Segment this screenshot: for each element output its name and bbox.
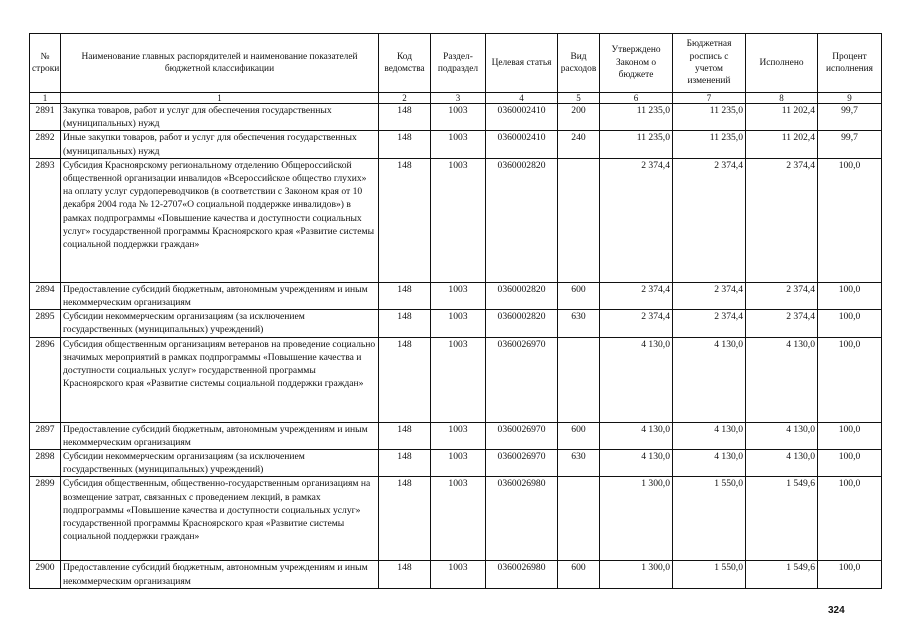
cell-budget-list: 1 550,0 [673,561,746,588]
cell-percent: 99,7 [818,104,882,131]
cell-name: Субсидия Красноярскому региональному отделению Общероссийской общественной организации инвалидов «Всероссийское общество глухих» на оплату услуг сурдопереводчиков (в соответствии с Законом края от 10 декабря 2004 года № 12-2707«О социальной поддержке инвалидов») в рамках подпрограммы «Повышение качества и доступности социальных услуг» государственной программы Красноярского края «Развитие системы социальной поддержки граждан» [61,158,379,282]
cell-approved: 2 374,4 [600,282,673,309]
cell-row-number: 2894 [30,282,61,309]
cell-dept-code: 148 [379,422,431,449]
cell-approved: 11 235,0 [600,104,673,131]
cell-section: 1003 [431,310,486,337]
table-row [30,282,882,309]
col-header-expense-type: Вид расходов [558,34,600,93]
cell-target-article: 0360026970 [486,450,558,477]
cell-name: Субсидия общественным, общественно-государственным организациям на возмещение затрат, связанных с проведением лекций, в рамках подпрограммы «Повышение качества и доступности социальных услуг» государственной программы Красноярского края «Развитие системы социальной поддержки граждан» [61,477,379,561]
table-row [30,450,882,477]
cell-approved: 2 374,4 [600,310,673,337]
cell-dept-code: 148 [379,104,431,131]
cell-executed: 11 202,4 [746,104,818,131]
table-row [30,310,882,337]
column-number: 7 [673,93,746,104]
cell-name: Субсидии некоммерческим организациям (за исключением государственных (муниципальных) учреждений) [61,310,379,337]
column-number: 6 [600,93,673,104]
cell-executed: 1 549,6 [746,561,818,588]
cell-expense-type: 630 [558,310,600,337]
cell-budget-list: 2 374,4 [673,158,746,282]
cell-target-article: 0360002820 [486,158,558,282]
col-header-executed: Исполнено [746,34,818,93]
cell-row-number: 2892 [30,131,61,158]
cell-percent: 100,0 [818,450,882,477]
cell-row-number: 2898 [30,450,61,477]
cell-percent: 100,0 [818,561,882,588]
cell-dept-code: 148 [379,158,431,282]
table-row [30,131,882,158]
cell-expense-type [558,158,600,282]
cell-budget-list: 11 235,0 [673,131,746,158]
cell-target-article: 0360002410 [486,131,558,158]
cell-row-number: 2891 [30,104,61,131]
cell-dept-code: 148 [379,282,431,309]
cell-row-number: 2896 [30,337,61,422]
cell-target-article: 0360002820 [486,282,558,309]
cell-budget-list: 4 130,0 [673,422,746,449]
cell-expense-type: 630 [558,450,600,477]
col-header-percent: Процент исполнения [818,34,882,93]
cell-percent: 100,0 [818,158,882,282]
cell-executed: 2 374,4 [746,158,818,282]
cell-expense-type [558,477,600,561]
table-row [30,561,882,588]
cell-row-number: 2893 [30,158,61,282]
col-header-budget-list: Бюджетная роспись с учетом изменений [673,34,746,93]
cell-approved: 2 374,4 [600,158,673,282]
cell-name: Предоставление субсидий бюджетным, автономным учреждениям и иным некоммерческим организациям [61,561,379,588]
cell-executed: 2 374,4 [746,310,818,337]
col-header-row-no: № строки [30,34,61,93]
col-header-dept: Код ведомства [379,34,431,93]
cell-name: Субсидия общественным организациям ветеранов на проведение социально значимых мероприятий в рамках подпрограммы «Повышение качества и доступности социальных услуг» государственной программы Красноярского края «Развитие системы социальной поддержки граждан» [61,337,379,422]
budget-execution-table [29,33,882,589]
cell-approved: 4 130,0 [600,337,673,422]
cell-approved: 4 130,0 [600,422,673,449]
cell-target-article: 0360002820 [486,310,558,337]
page-number: 324 [828,605,845,616]
cell-approved: 4 130,0 [600,450,673,477]
cell-dept-code: 148 [379,310,431,337]
table-row [30,422,882,449]
cell-expense-type: 200 [558,104,600,131]
cell-section: 1003 [431,422,486,449]
cell-target-article: 0360002410 [486,104,558,131]
col-header-target: Целевая статья [486,34,558,93]
cell-percent: 100,0 [818,477,882,561]
cell-dept-code: 148 [379,131,431,158]
cell-budget-list: 2 374,4 [673,310,746,337]
cell-row-number: 2895 [30,310,61,337]
column-number: 4 [486,93,558,104]
cell-section: 1003 [431,337,486,422]
cell-section: 1003 [431,477,486,561]
cell-dept-code: 148 [379,477,431,561]
cell-budget-list: 4 130,0 [673,450,746,477]
cell-approved: 11 235,0 [600,131,673,158]
cell-percent: 99,7 [818,131,882,158]
cell-expense-type: 240 [558,131,600,158]
column-number-row [30,93,882,104]
column-number: 1 [61,93,379,104]
column-number: 5 [558,93,600,104]
cell-percent: 100,0 [818,337,882,422]
cell-executed: 1 549,6 [746,477,818,561]
table-row [30,477,882,561]
table-row [30,337,882,422]
cell-expense-type: 600 [558,282,600,309]
cell-percent: 100,0 [818,282,882,309]
cell-approved: 1 300,0 [600,561,673,588]
column-number: 1 [30,93,61,104]
cell-target-article: 0360026970 [486,337,558,422]
header-row [30,34,882,93]
cell-expense-type [558,337,600,422]
cell-row-number: 2899 [30,477,61,561]
table-row [30,104,882,131]
cell-section: 1003 [431,158,486,282]
cell-dept-code: 148 [379,450,431,477]
cell-percent: 100,0 [818,422,882,449]
cell-name: Предоставление субсидий бюджетным, автономным учреждениям и иным некоммерческим организациям [61,422,379,449]
col-header-section: Раздел-подраздел [431,34,486,93]
cell-dept-code: 148 [379,337,431,422]
cell-row-number: 2897 [30,422,61,449]
cell-target-article: 0360026980 [486,477,558,561]
cell-name: Предоставление субсидий бюджетным, автономным учреждениям и иным некоммерческим организациям [61,282,379,309]
cell-executed: 11 202,4 [746,131,818,158]
cell-name: Закупка товаров, работ и услуг для обеспечения государственных (муниципальных) нужд [61,104,379,131]
cell-section: 1003 [431,450,486,477]
column-number: 8 [746,93,818,104]
cell-target-article: 0360026970 [486,422,558,449]
cell-executed: 4 130,0 [746,337,818,422]
cell-dept-code: 148 [379,561,431,588]
column-number: 9 [818,93,882,104]
cell-section: 1003 [431,282,486,309]
cell-section: 1003 [431,104,486,131]
cell-expense-type: 600 [558,422,600,449]
cell-name: Иные закупки товаров, работ и услуг для обеспечения государственных (муниципальных) нужд [61,131,379,158]
cell-executed: 2 374,4 [746,282,818,309]
col-header-approved: Утверждено Законом о бюджете [600,34,673,93]
cell-name: Субсидии некоммерческим организациям (за исключением государственных (муниципальных) учреждений) [61,450,379,477]
cell-section: 1003 [431,131,486,158]
cell-approved: 1 300,0 [600,477,673,561]
cell-budget-list: 11 235,0 [673,104,746,131]
cell-budget-list: 4 130,0 [673,337,746,422]
column-number: 2 [379,93,431,104]
cell-section: 1003 [431,561,486,588]
cell-target-article: 0360026980 [486,561,558,588]
table-row [30,158,882,282]
cell-expense-type: 600 [558,561,600,588]
cell-budget-list: 1 550,0 [673,477,746,561]
cell-executed: 4 130,0 [746,422,818,449]
cell-row-number: 2900 [30,561,61,588]
cell-percent: 100,0 [818,310,882,337]
column-number: 3 [431,93,486,104]
cell-executed: 4 130,0 [746,450,818,477]
col-header-name: Наименование главных распорядителей и наименование показателей бюджетной классификации [61,34,379,93]
cell-budget-list: 2 374,4 [673,282,746,309]
